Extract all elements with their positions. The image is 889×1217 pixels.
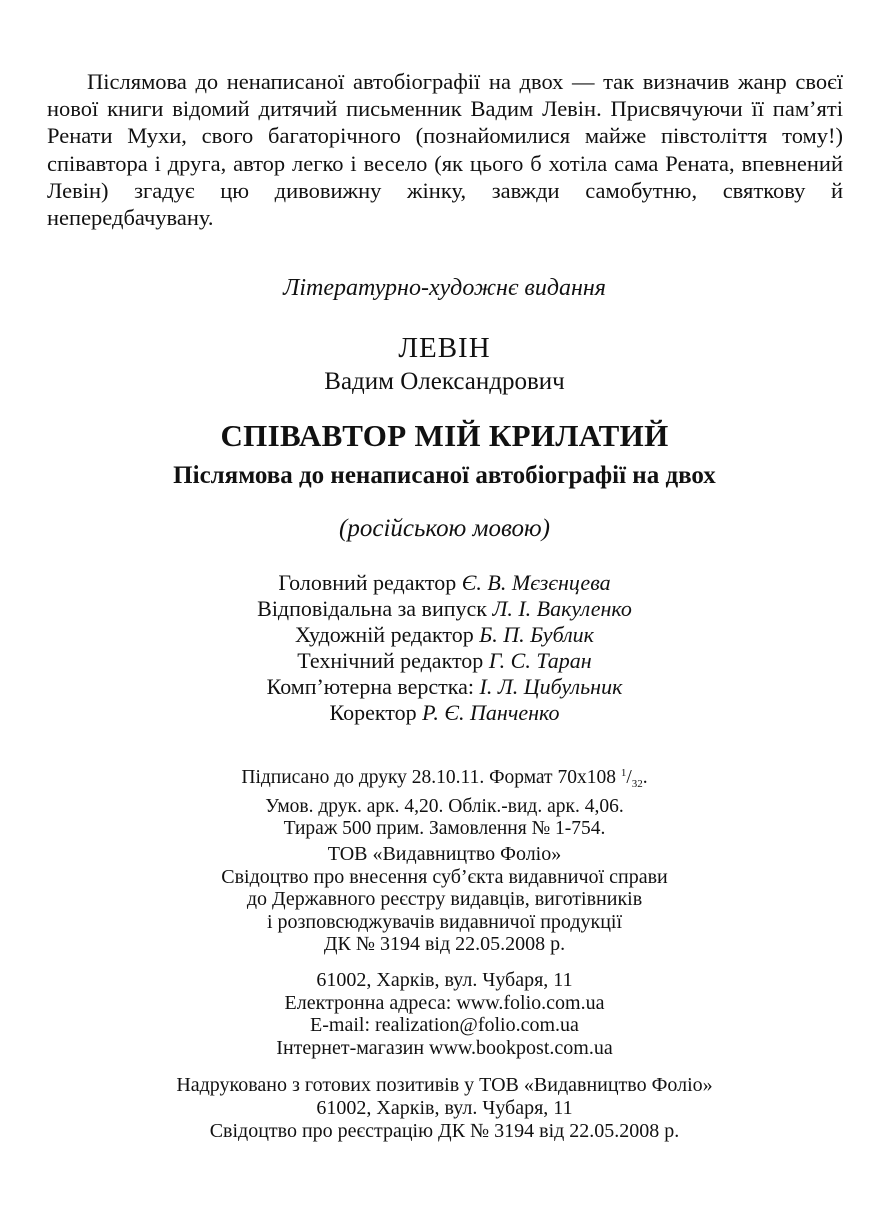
publisher-line: ДК № 3194 від 22.05.2008 р. (323, 933, 566, 955)
staff-credits (0, 570, 889, 726)
contact-block (0, 969, 889, 1059)
language-note: (російською мовою) (339, 515, 550, 542)
staff-name: Б. П. Бублик (479, 622, 594, 647)
website-line: Електронна адреса: www.folio.com.ua (284, 991, 605, 1014)
staff-row (0, 674, 889, 700)
author-given-names: Вадим Олександрович (324, 368, 565, 395)
author-surname: ЛЕВІН (398, 332, 491, 364)
staff-role: Головний редактор (278, 570, 457, 595)
staff-role: Комп’ютерна верстка: (266, 674, 474, 699)
staff-row (0, 622, 889, 648)
book-title: СПІВАВТОР МІЙ КРИЛАТИЙ (220, 418, 669, 453)
staff-role: Коректор (329, 700, 417, 725)
publisher-line: і розповсюджувачів видавничої продукції (266, 910, 623, 933)
staff-row (0, 596, 889, 622)
staff-role: Художній редактор (295, 622, 474, 647)
staff-row (0, 700, 889, 726)
print-details (0, 762, 889, 841)
format-numerator: 1 (620, 767, 627, 779)
publisher-line: до Державного реєстру видавців, виготівників (246, 888, 643, 910)
staff-name: І. Л. Цибульник (479, 674, 623, 699)
staff-row (0, 570, 889, 596)
annotation-paragraph: Післямова до ненаписаної автобіографії на двох — так визначив жанр своєї нової книги відомий дитячий письменник Вадим Левін. Присвячуючи її пам’яті Ренати Мухи, свого багаторічного (познайомилися майже півстоліття тому!) співавтора і друга, автор легко і весело (як цього б хотіла сама Рената, впевнений Левін) згадує цю дивовижну жінку, завжди самобутню, святкову й непередбачувану. (47, 69, 843, 231)
printing-line: Свідоцтво про реєстрацію ДК № 3194 від 22.05.2008 р. (209, 1120, 680, 1142)
postal-address: 61002, Харків, вул. Чубаря, 11 (316, 969, 573, 991)
publisher-line: ТОВ «Видавництво Фоліо» (327, 843, 562, 865)
email-line: E-mail: realization@folio.com.ua (310, 1014, 579, 1036)
publisher-block (0, 843, 889, 956)
staff-name: Є. В. Мєзєнцева (461, 570, 611, 595)
staff-row (0, 648, 889, 674)
staff-role: Технічний редактор (297, 648, 484, 673)
staff-name: Р. Є. Панченко (422, 700, 560, 725)
printing-line: Надруковано з готових позитивів у ТОВ «Видавництво Фоліо» (176, 1074, 713, 1096)
online-store-line: Інтернет-магазин www.bookpost.com.ua (276, 1036, 613, 1059)
print-line-sheets: Умов. друк. арк. 4,20. Облік.-вид. арк. 4,06. (265, 795, 624, 817)
publisher-line: Свідоцтво про внесення суб’єкта видавничої справи (221, 865, 668, 888)
edition-type: Літературно-художнє видання (283, 275, 606, 301)
staff-name: Г. С. Таран (488, 648, 592, 673)
printing-line: 61002, Харків, вул. Чубаря, 11 (316, 1097, 573, 1119)
staff-role: Відповідальна за випуск (257, 596, 487, 621)
print-line-run: Тираж 500 прим. Замовлення № 1-754. (283, 818, 606, 839)
format-denominator: 32 (631, 778, 643, 790)
print-line-format: Підписано до друку 28.10.11. Формат 70х108 $^1/_{32}$. (241, 767, 648, 790)
printing-house-block (0, 1074, 889, 1143)
format-period: . (642, 767, 648, 788)
staff-name: Л. І. Вакуленко (492, 596, 632, 621)
book-subtitle: Післямова до ненаписаної автобіографії на двох (173, 462, 716, 489)
print-format-text: Підписано до друку 28.10.11. Формат 70х108 (241, 767, 616, 788)
